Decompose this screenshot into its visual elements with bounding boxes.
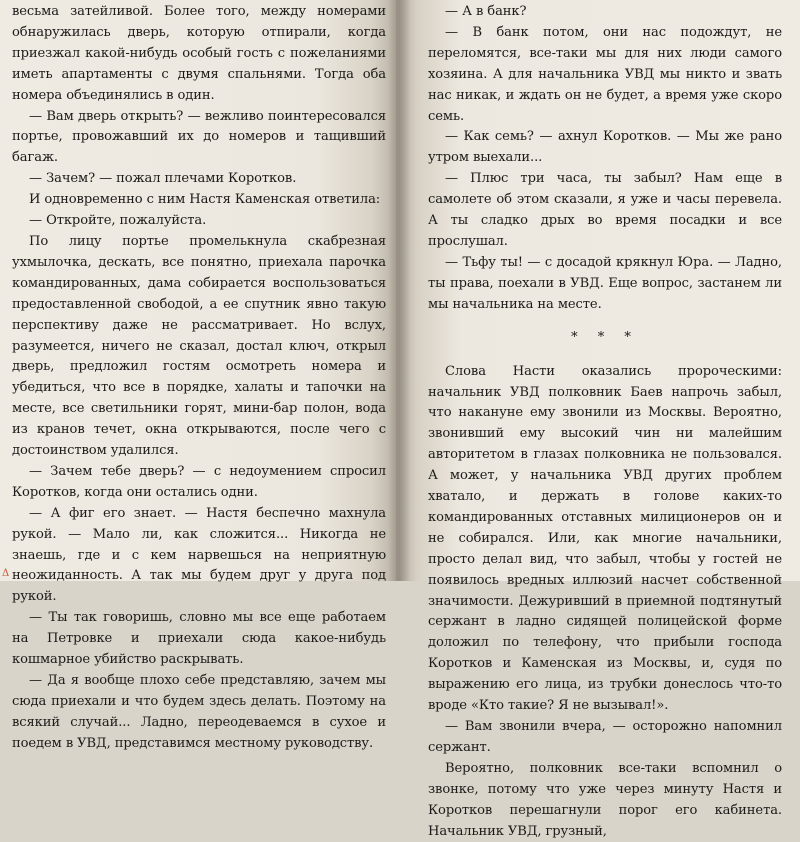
right-paragraph: Вероятно, полковник все-таки вспомнил о звонке, потому что уже через минуту Настя и Коротков перешагнули порог его кабинета. Начальник УВД, грузный,: [428, 760, 782, 839]
right-page: [396, 0, 800, 839]
right-paragraph: — Как семь? — ахнул Коротков. — Мы же рано утром выехали...: [428, 129, 782, 166]
right-paragraph: Слова Насти оказались пророческими: начальник УВД полковник Баев напрочь забыл, что накануне ему звонили из Москвы. Вероятно, звонивший ему высокий чин ни малейшим авторитетом в глазах полковника не пользовался. А может, у начальника УВД других проблем хватало, и держать в голове каких-то командированных отставных милиционеров он и не собирался. Или, как многие начальники, просто делал вид, что забыл, чтобы у гостей не появилось вредных иллюзий насчет собственной значимости. Дежуривший в приемной подтянутый сержант в ладно сидящей полицейской форме доложил по телефону, что прибыли господа Коротков и Каменская из Москвы, и, судя по выражению его лица, из трубки донеслось что-то вроде «Кто такие? Я не вызывал!».: [428, 363, 782, 714]
right-paragraph: — Вам звонили вчера, — осторожно напомнил сержант.: [428, 719, 782, 755]
corner-mark: Δ: [2, 568, 10, 579]
left-paragraph: — Ты так говоришь, словно мы все еще работаем на Петровке и приехали сюда какое-нибудь кошмарное убийство раскрывать.: [12, 610, 386, 668]
left-paragraph: — Зачем? — пожал плечами Коротков.: [29, 171, 297, 187]
left-page-text: [12, 2, 386, 755]
left-page: [0, 0, 396, 751]
left-paragraph: И одновременно с ним Настя Каменская ответила:: [29, 192, 381, 208]
right-paragraph: — А в банк?: [445, 4, 527, 19]
right-page-text: [428, 2, 782, 842]
right-paragraph: — В банк потом, они нас подождут, не переломятся, все-таки мы для них люди самого хозяина. А для начальника УВД мы никто и звать нас никак, и ждать он не будет, а время уже скоро семь.: [428, 24, 782, 124]
left-paragraph: — Откройте, пожалуйста.: [29, 213, 207, 229]
left-paragraph: По лицу портье промелькнула скабрезная ухмылочка, дескать, все понятно, приехала парочка командированных, дама собирается воспользоваться предоставленной свободой, а ее спутник явно такую перспективу даже не рассматривает. Но вслух, разумеется, ничего не сказал, достал ключ, открыл дверь, предложил гостям осмотреть номера и убедиться, что все в порядке, халаты и тапочки на месте, все светильники горят, мини-бар полон, вода из кранов течет, окна открываются, после чего с достоинством удалился.: [12, 233, 386, 459]
left-paragraph: — Да я вообще плохо себе представляю, зачем мы сюда приехали и что будем здесь делать. Поэтому на всякий случай... Ладно, переодеваемся в сухое и поедем в УВД, представимся местному руководству.: [12, 673, 386, 751]
left-paragraph: — Вам дверь открыть? — вежливо поинтересовался портье, провожавший их до номеров и тащивший багаж.: [12, 108, 386, 166]
right-paragraph: — Плюс три часа, ты забыл? Нам еще в самолете об этом сказали, я уже и часы перевела. А ты сладко дрых во время посадки и все прослушал.: [428, 171, 782, 249]
left-paragraph: — А фиг его знает. — Настя беспечно махнула рукой. — Мало ли, как сложится... Никогда не знаешь, где и с кем нарвешься на неприятную неожиданность. А так мы будем друг у друга под рукой.: [12, 505, 386, 605]
left-paragraph: весьма затейливой. Более того, между номерами обнаружилась дверь, которую отпирали, когда приезжал какой-нибудь особый гость с пожеланиями иметь апартаменты с двумя спальнями. Тогда оба номера объединялись в один.: [12, 4, 386, 103]
left-paragraph: — Зачем тебе дверь? — с недоумением спросил Коротков, когда они остались одни.: [12, 463, 386, 500]
section-separator: * * *: [571, 329, 639, 345]
right-paragraph: — Тьфу ты! — с досадой крякнул Юра. — Ладно, ты права, поехали в УВД. Еще вопрос, застанем ли мы начальника на месте.: [428, 254, 782, 312]
